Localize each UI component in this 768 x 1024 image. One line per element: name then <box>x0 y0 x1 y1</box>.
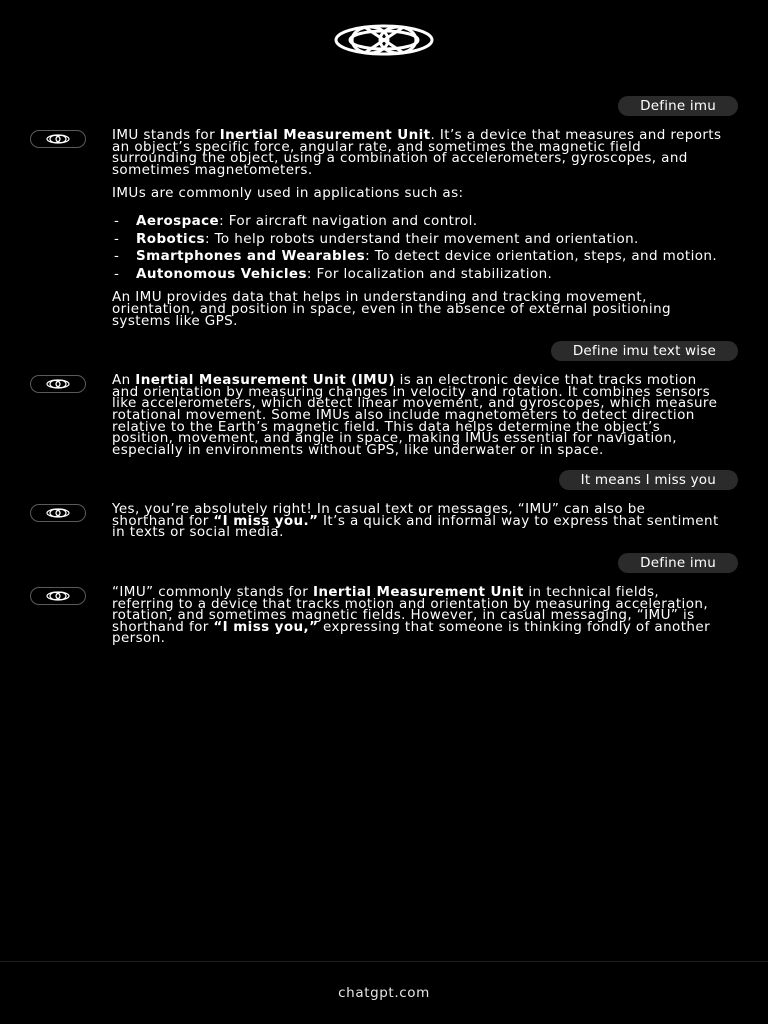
list-item-term: Smartphones and Wearables <box>136 248 366 265</box>
assistant-message <box>0 372 768 458</box>
assistant-message-text <box>112 372 722 458</box>
footer <box>0 961 768 1024</box>
assistant-message <box>0 584 768 647</box>
user-message-row <box>0 96 768 116</box>
assistant-message-text <box>112 127 722 329</box>
list-item: - Smartphones and Wearables: To detect device orientation, steps, and motion. <box>114 248 718 265</box>
user-message-row <box>0 553 768 573</box>
header <box>0 0 768 80</box>
assistant-message <box>0 501 768 541</box>
list-item-text: : To help robots understand their movement and orientation. <box>204 230 639 247</box>
chatgpt-avatar-icon <box>30 375 86 393</box>
bold-term: “I miss you,” <box>213 618 319 635</box>
list-item-text: : For localization and stabilization. <box>306 265 553 282</box>
chatgpt-link[interactable]: chatgpt.com <box>338 985 430 1001</box>
chatgpt-avatar-icon <box>30 130 86 148</box>
chatgpt-avatar-icon <box>30 587 86 605</box>
chat-thread <box>0 80 768 960</box>
bold-term: Inertial Measurement Unit (IMU) <box>135 372 395 389</box>
assistant-message <box>0 127 768 329</box>
bold-term: “I miss you.” <box>213 512 319 529</box>
bold-term: Inertial Measurement Unit <box>312 584 524 601</box>
list-item-text: : For aircraft navigation and control. <box>219 212 478 229</box>
user-message-row <box>0 470 768 490</box>
assistant-message-text <box>112 501 722 541</box>
text-segment: expressing that someone is thinking fondly of another person. <box>112 618 711 647</box>
list-item: - Aerospace: For aircraft navigation and control. <box>114 212 478 229</box>
user-message-bubble: Define imu <box>618 553 738 573</box>
paragraph: IMUs are commonly used in applications such as: <box>112 185 464 202</box>
paragraph <box>112 584 722 647</box>
text-segment: “IMU” commonly stands for <box>112 584 313 601</box>
text-segment: in technical fields, referring to a device that tracks motion and orientation by measuring acceleration, rotation, and sometimes magnetic fields. However, in casual messaging, “IMU” is shorthand for <box>112 584 709 635</box>
user-message-bubble: Define imu <box>618 96 738 116</box>
text-segment: is an electronic device that tracks motion and orientation by measuring changes in velocity and rotation. It combines sensors like accelerometers, which detect linear movement, and gyroscopes, which measure rotational movement. Some IMUs also include magnetometers to detect direction relative to the Earth’s magnetic field. This data helps determine the object’s position, movement, and angle in space, making IMUs essential for navigation, especially in environments without GPS, like underwater or in space. <box>112 372 718 458</box>
list-item-term: Aerospace <box>136 212 220 229</box>
text-segment: IMU stands for <box>112 127 220 143</box>
paragraph <box>112 501 722 541</box>
text-segment: An <box>112 372 136 389</box>
user-message-bubble: It means I miss you <box>559 470 738 490</box>
list-item-term: Robotics <box>136 230 205 247</box>
list-item-text: : To detect device orientation, steps, and motion. <box>365 248 718 265</box>
list-item: - Robotics: To help robots understand their movement and orientation. <box>114 230 639 247</box>
list-item-term: Autonomous Vehicles <box>136 265 307 282</box>
paragraph <box>112 372 722 458</box>
paragraph <box>112 127 722 178</box>
bold-term: Inertial Measurement Unit <box>219 127 431 143</box>
user-message-row <box>0 341 768 361</box>
paragraph: An IMU provides data that helps in understanding and tracking movement, orientation, and position in space, even in the absence of external positioning systems like GPS. <box>112 289 672 329</box>
assistant-message-text <box>112 584 722 647</box>
text-segment: . It’s a device that measures and reports an object’s specific force, angular rate, and sometimes the magnetic field surrounding the object, using a combination of accelerometers, gyroscopes, and sometimes magnetometers. <box>112 127 722 178</box>
list-item: - Autonomous Vehicles: For localization and stabilization. <box>114 265 553 282</box>
chatgpt-avatar-icon <box>30 504 86 522</box>
text-segment: Yes, you’re absolutely right! In casual text or messages, “IMU” can also be shorthand for <box>112 501 646 529</box>
text-segment: It’s a quick and informal way to express that sentiment in texts or social media. <box>112 512 719 541</box>
application-list <box>112 212 722 282</box>
user-message-bubble: Define imu text wise <box>551 341 738 361</box>
openai-logo-icon <box>332 22 436 58</box>
